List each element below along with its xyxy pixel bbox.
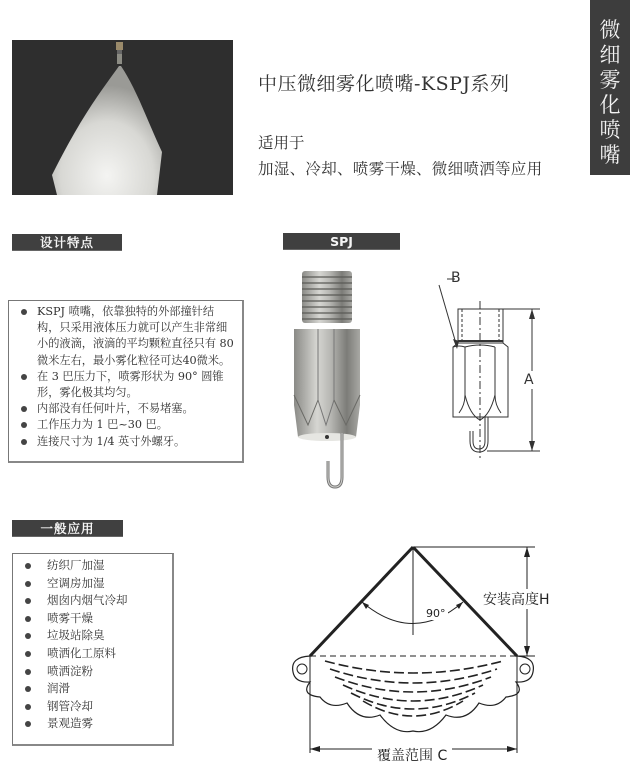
coverage-label: 覆盖范围 C [372, 745, 452, 765]
list-item: 纺织厂加湿 [23, 557, 166, 575]
model-heading: SPJ [283, 233, 400, 250]
spray-coverage-diagram [285, 535, 570, 765]
list-item: 喷雾干燥 [23, 610, 166, 628]
nozzle-image [290, 265, 362, 490]
list-item: 喷洒化工原料 [23, 645, 166, 663]
dimension-b-label: B [451, 270, 461, 286]
general-applications-list [23, 557, 166, 733]
side-banner [590, 0, 630, 175]
spray-diagram [285, 535, 570, 765]
list-item: 喷洒淀粉 [23, 663, 166, 681]
list-item: 工作压力为 1 巴~30 巴。 [19, 417, 236, 433]
applicable-uses: 加湿、冷却、喷雾干燥、微细喷洒等应用 [258, 160, 543, 178]
list-item: 垃圾站除臭 [23, 627, 166, 645]
list-item: 在 3 巴压力下，喷雾形状为 90° 圆锥形，雾化极其均匀。 [19, 369, 236, 401]
design-features-list [19, 304, 236, 450]
list-item: 景观造雾 [23, 715, 166, 733]
list-item: 润滑 [23, 680, 166, 698]
list-item: 内部没有任何叶片，不易堵塞。 [19, 401, 236, 417]
nozzle-dimension-drawing [425, 265, 555, 465]
list-item: 烟囱内烟气冷却 [23, 592, 166, 610]
page-title: 中压微细雾化喷嘴-KSPJ系列 [258, 73, 510, 95]
general-applications-heading: 一般应用 [12, 520, 123, 537]
list-item: KSPJ 喷嘴，依靠独特的外部撞针结构，只采用液体压力就可以产生非常细小的液滴，液滴的平均颗粒直径只有 80 微米左右，最小雾化粒径可达40微米。 [19, 304, 236, 369]
spray-cone-photo [12, 40, 233, 195]
list-item: 连接尺寸为 1/4 英寸外螺牙。 [19, 434, 236, 450]
dimension-a-label: A [524, 372, 534, 388]
design-features-box [8, 300, 244, 463]
spray-angle-label: 90° [426, 607, 446, 620]
spray-cone-image [12, 40, 233, 195]
nozzle-schematic [425, 265, 555, 465]
design-features-heading: 设计特点 [12, 234, 122, 251]
list-item: 钢管冷却 [23, 698, 166, 716]
general-applications-box [12, 553, 174, 746]
applicable-label: 适用于 [258, 134, 305, 152]
nozzle-photo [290, 265, 362, 490]
list-item: 空调房加湿 [23, 575, 166, 593]
install-height-label: 安装高度H [483, 589, 550, 609]
side-banner-text: 微细雾化喷嘴 [599, 18, 621, 167]
